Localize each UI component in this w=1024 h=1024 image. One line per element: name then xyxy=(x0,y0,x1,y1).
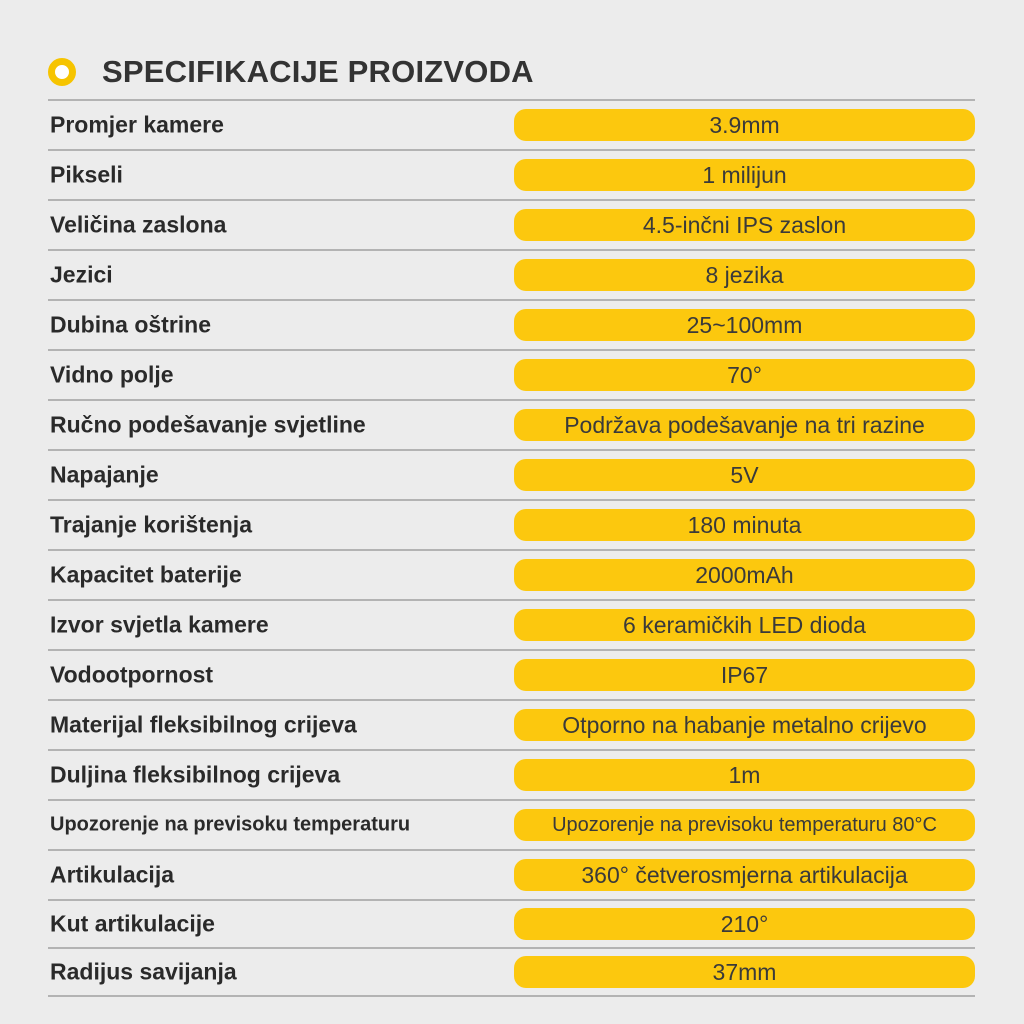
spec-label: Jezici xyxy=(50,261,113,288)
spec-value: 180 minuta xyxy=(514,509,975,541)
page-title: SPECIFIKACIJE PROIZVODA xyxy=(102,54,534,89)
spec-row xyxy=(48,651,975,701)
spec-label: Promjer kamere xyxy=(50,111,224,138)
spec-row xyxy=(48,901,975,949)
spec-row xyxy=(48,351,975,401)
spec-value: 37mm xyxy=(514,956,975,988)
spec-label: Radijus savijanja xyxy=(50,958,237,985)
spec-label: Materijal fleksibilnog crijeva xyxy=(50,711,357,738)
spec-value: Upozorenje na previsoku temperaturu 80°C xyxy=(514,809,975,841)
spec-value: 1 milijun xyxy=(514,159,975,191)
spec-table xyxy=(48,99,975,997)
spec-label: Duljina fleksibilnog crijeva xyxy=(50,761,341,788)
spec-row xyxy=(48,101,975,151)
spec-row xyxy=(48,851,975,901)
spec-value: 25~100mm xyxy=(514,309,975,341)
spec-value: 70° xyxy=(514,359,975,391)
spec-row xyxy=(48,551,975,601)
spec-row xyxy=(48,251,975,301)
spec-label: Pikseli xyxy=(50,161,123,188)
spec-value: 5V xyxy=(514,459,975,491)
spec-value: 360° četverosmjerna artikulacija xyxy=(514,859,975,891)
spec-label: Upozorenje na previsoku temperaturu xyxy=(50,813,411,836)
spec-label: Ručno podešavanje svjetline xyxy=(50,411,366,438)
spec-label: Veličina zaslona xyxy=(50,211,227,238)
spec-row xyxy=(48,501,975,551)
spec-row xyxy=(48,301,975,351)
yellow-ring-icon xyxy=(48,58,76,86)
spec-row xyxy=(48,601,975,651)
spec-value: 2000mAh xyxy=(514,559,975,591)
spec-value: Otporno na habanje metalno crijevo xyxy=(514,709,975,741)
spec-label: Kapacitet baterije xyxy=(50,561,242,588)
spec-label: Napajanje xyxy=(50,461,159,488)
spec-value: 1m xyxy=(514,759,975,791)
spec-label: Kut artikulacije xyxy=(50,910,215,937)
spec-row xyxy=(48,451,975,501)
spec-value: 4.5-inčni IPS zaslon xyxy=(514,209,975,241)
spec-row xyxy=(48,801,975,851)
spec-row xyxy=(48,401,975,451)
spec-value: 8 jezika xyxy=(514,259,975,291)
spec-value: 6 keramičkih LED dioda xyxy=(514,609,975,641)
spec-value: IP67 xyxy=(514,659,975,691)
spec-label: Dubina oštrine xyxy=(50,311,212,338)
page-header xyxy=(48,48,534,96)
spec-row xyxy=(48,701,975,751)
spec-label: Izvor svjetla kamere xyxy=(50,611,269,638)
spec-value: 3.9mm xyxy=(514,109,975,141)
spec-label: Vidno polje xyxy=(50,361,174,388)
spec-label: Vodootpornost xyxy=(50,661,214,688)
spec-row xyxy=(48,151,975,201)
spec-label: Artikulacija xyxy=(50,861,174,888)
spec-row xyxy=(48,201,975,251)
spec-value: Podržava podešavanje na tri razine xyxy=(514,409,975,441)
spec-value: 210° xyxy=(514,908,975,940)
spec-row xyxy=(48,751,975,801)
spec-row xyxy=(48,949,975,997)
spec-label: Trajanje korištenja xyxy=(50,511,252,538)
